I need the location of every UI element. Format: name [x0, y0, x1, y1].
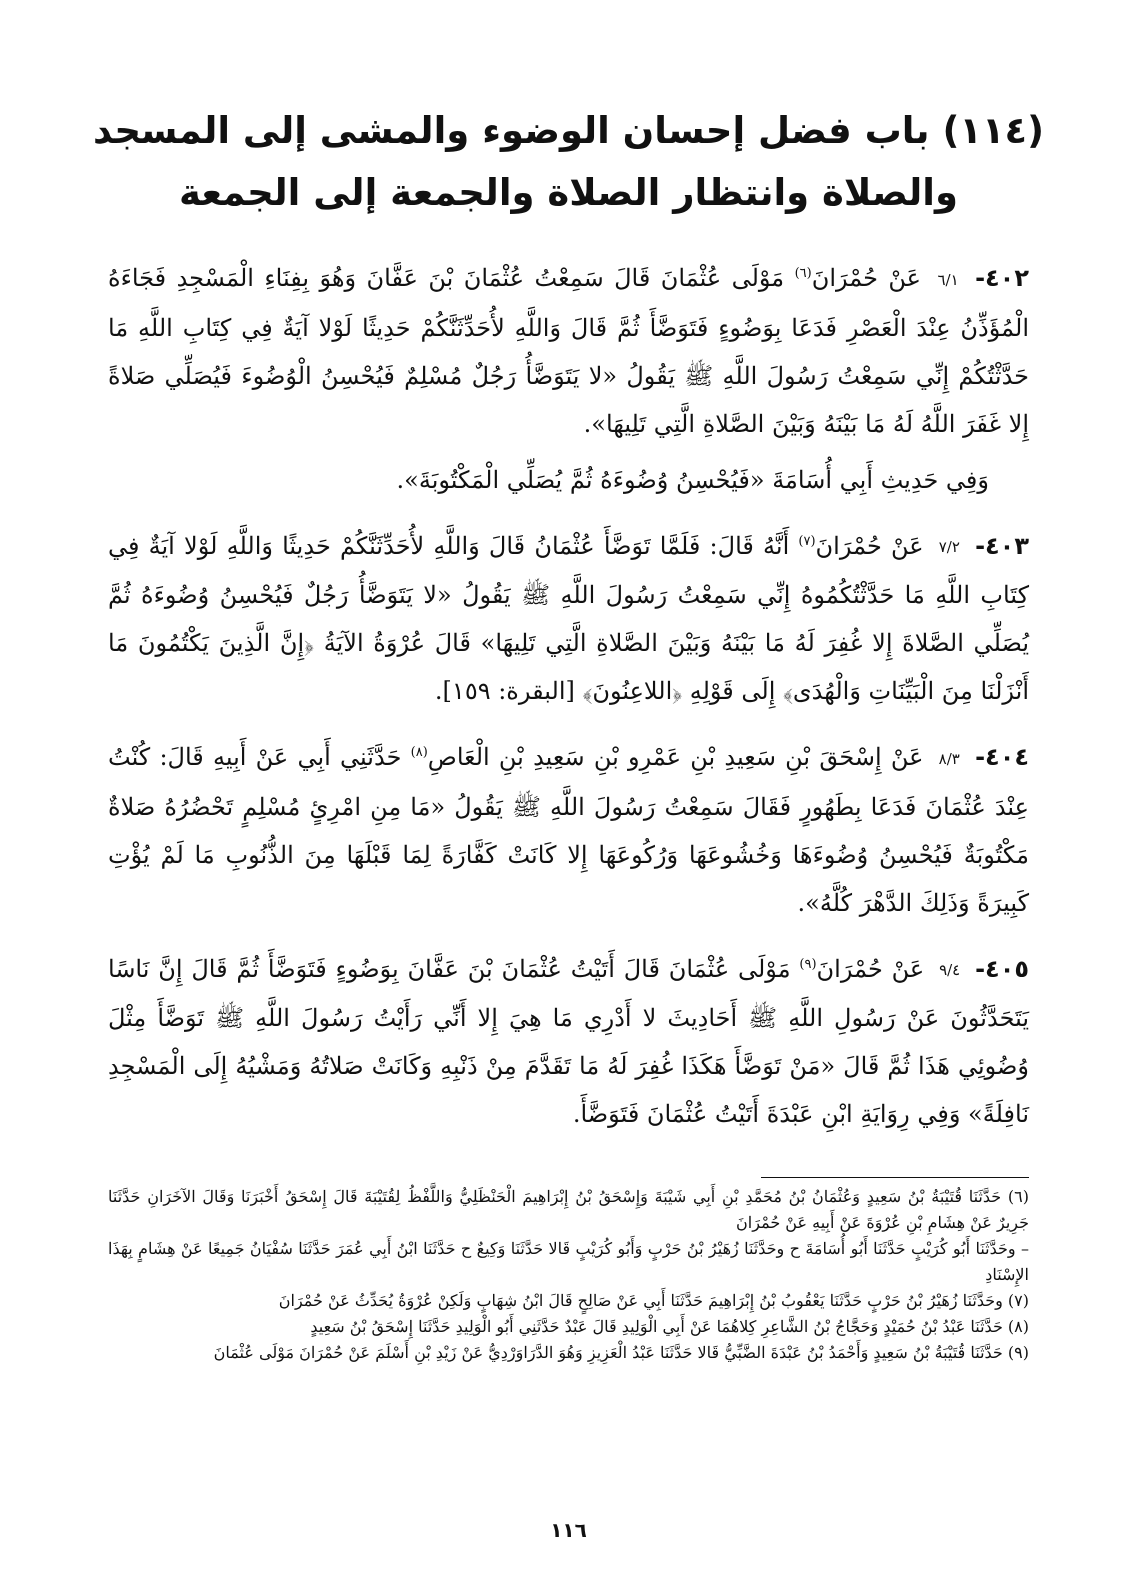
footnote-divider	[761, 1177, 1029, 1178]
footnote-ref: (٦)	[794, 266, 812, 281]
hadith-404	[108, 729, 1029, 927]
hadith-fraction: ٨/٣	[938, 749, 960, 768]
hadith-number: ٤٠٣-	[975, 531, 1029, 560]
footnote-ref: (٧)	[798, 533, 816, 549]
footnote-7: (٧) وحَدَّثَنَا زُهَيْرُ بْنُ حَرْبٍ حَدَّثَنَا يَعْقُوبُ بْنُ إِبْرَاهِيمَ حَدَّثَنَا أَبِي عَنْ صَالِحٍ قَالَ ابْنُ شِهَابٍ وَلَكِنْ عُرْوَةُ يُحَدِّثُ عَنْ حُمْرَانَ	[278, 1291, 1029, 1310]
footnote-ref: (٩)	[799, 956, 817, 972]
hadith-number: ٤٠٢-	[975, 264, 1029, 292]
hadith-narrator: عَنْ حُمْرَانَ	[815, 531, 924, 560]
chapter-title-line-2: والصلاة وانتظار الصلاة والجمعة إلى الجمعة	[178, 171, 958, 214]
hadith-fraction: ٦/١	[937, 270, 959, 289]
hadith-text: حَدَّثَنِي أَبِي عَنْ أَبِيهِ قَالَ: كُنْتُ عِنْدَ عُثْمَانَ فَدَعَا بِطَهُورٍ فَقَالَ سَمِعْتُ رَسُولَ اللَّهِ ﷺ يَقُولُ «مَا مِنِ امْرِئٍ مُسْلِمٍ تَحْضُرُهُ صَلاةٌ مَكْتُوبَةٌ فَيُحْسِنُ وُضُوءَهَا وَخُشُوعَهَا وَرُكُوعَهَا إِلا كَانَتْ كَفَّارَةً لِمَا قَبْلَهَا مِنَ الذُّنُوبِ مَا لَمْ يُؤْتِ كَبِيرَةً وَذَلِكَ الدَّهْرَ كُلَّهُ».	[108, 743, 1030, 917]
footnotes	[108, 1184, 1029, 1366]
hadith-number: ٤٠٥-	[975, 954, 1029, 983]
hadith-text: مَوْلَى عُثْمَانَ قَالَ أَتَيْتُ عُثْمَانَ بْنَ عَفَّانَ بِوَضُوءٍ فَتَوَضَّأَ ثُمَّ قَالَ إِنَّ نَاسًا يَتَحَدَّثُونَ عَنْ رَسُولِ اللَّهِ ﷺ أَحَادِيثَ لا أَدْرِي مَا هِيَ إِلا أَنِّي رَأَيْتُ رَسُولَ اللَّهِ ﷺ تَوَضَّأَ مِثْلَ وُضُوئِي هَذَا ثُمَّ قَالَ «مَنْ تَوَضَّأَ هَكَذَا غُفِرَ لَهُ مَا تَقَدَّمَ مِنْ ذَنْبِهِ وَكَانَتْ صَلاتُهُ وَمَشْيُهُ إِلَى الْمَسْجِدِ نَافِلَةً» وَفِي رِوَايَةِ ابْنِ عَبْدَةَ أَتَيْتُ عُثْمَانَ فَتَوَضَّأَ.	[108, 954, 1029, 1128]
hadith-narrator: عَنْ حُمْرَانَ	[816, 954, 925, 983]
hadith-fraction: ٩/٤	[939, 961, 961, 979]
hadith-402-note: وَفِي حَدِيثِ أَبِي أُسَامَةَ «فَيُحْسِنُ وُضُوءَهُ ثُمَّ يُصَلِّي الْمَكْتُوبَةَ».	[396, 465, 989, 494]
hadith-body	[108, 250, 1029, 1152]
footnote-9: (٩) حَدَّثَنَا قُتَيْبَةُ بْنُ سَعِيدٍ وَأَحْمَدُ بْنُ عَبْدَةَ الضَّبِّيُّ قَالا حَدَّثَنَا عَبْدُ الْعَزِيزِ وَهُوَ الدَّرَاوَرْدِيُّ عَنْ زَيْدِ بْنِ أَسْلَمَ عَنْ حُمْرَانَ مَوْلَى عُثْمَانَ	[213, 1343, 1029, 1362]
footnote-6: (٦) حَدَّثَنَا قُتَيْبَةُ بْنُ سَعِيدٍ وَعُثْمَانُ بْنُ مُحَمَّدِ بْنِ أَبِي شَيْبَةَ وَإِسْحَقُ بْنُ إِبْرَاهِيمَ الْحَنْظَلِيُّ وَاللَّفْظُ لِقُتَيْبَةَ قَالَ إِسْحَقُ أَخْبَرَنَا وَقَالَ الآخَرَانِ حَدَّثَنَا جَرِيرٌ عَنْ هِشَامِ بْنِ عُرْوَةَ عَنْ أَبِيهِ عَنْ حُمْرَانَ	[108, 1187, 1029, 1232]
hadith-narrator: عَنْ إِسْحَقَ بْنِ سَعِيدِ بْنِ عَمْرِو بْنِ سَعِيدِ بْنِ الْعَاصِ	[427, 743, 924, 771]
hadith-narrator: عَنْ حُمْرَانَ	[811, 264, 922, 292]
hadith-fraction: ٧/٢	[938, 538, 960, 556]
footnote-6-continued: – وحَدَّثَنَا أَبُو كُرَيْبٍ حَدَّثَنَا أَبُو أُسَامَةَ ح وحَدَّثَنَا زُهَيْرُ بْنُ حَرْبٍ وَأَبُو كُرَيْبٍ قَالا حَدَّثَنَا وَكِيعٌ ح حَدَّثَنَا ابْنُ أَبِي عُمَرَ حَدَّثَنَا سُفْيَانُ جَمِيعًا عَنْ هِشَامٍ بِهَذَا الإِسْنَادِ	[108, 1239, 1029, 1284]
footnote-ref: (٨)	[410, 745, 428, 760]
hadith-text: مَوْلَى عُثْمَانَ قَالَ سَمِعْتُ عُثْمَانَ بْنَ عَفَّانَ وَهُوَ بِفِنَاءِ الْمَسْجِدِ فَجَاءَهُ الْمُؤَذِّنُ عِنْدَ الْعَصْرِ فَدَعَا بِوَضُوءٍ فَتَوَضَّأَ ثُمَّ قَالَ وَاللَّهِ لأُحَدِّثَنَّكُمْ حَدِيثًا لَوْلا آيَةٌ فِي كِتَابِ اللَّهِ مَا حَدَّثْتُكُمْ إِنِّي سَمِعْتُ رَسُولَ اللَّهِ ﷺ يَقُولُ «لا يَتَوَضَّأُ رَجُلٌ مُسْلِمٌ فَيُحْسِنُ الْوُضُوءَ فَيُصَلِّي صَلاةً إِلا غَفَرَ اللَّهُ لَهُ مَا بَيْنَهُ وَبَيْنَ الصَّلاةِ الَّتِي تَلِيهَا».	[108, 264, 1029, 438]
page-number: ١١٦	[550, 1518, 587, 1542]
hadith-number: ٤٠٤-	[975, 743, 1029, 771]
footnote-8: (٨) حَدَّثَنَا عَبْدُ بْنُ حُمَيْدٍ وَحَجَّاجُ بْنُ الشَّاعِرِ كِلاهُمَا عَنْ أَبِي الْوَلِيدِ قَالَ عَبْدٌ حَدَّثَنِي أَبُو الْوَلِيدِ حَدَّثَنَا إِسْحَقُ بْنُ سَعِيدٍ	[310, 1317, 1029, 1336]
hadith-402	[108, 250, 1029, 448]
hadith-text: أَنَّهُ قَالَ: فَلَمَّا تَوَضَّأَ عُثْمَانُ قَالَ وَاللَّهِ لأُحَدِّثَنَّكُمْ حَدِيثًا وَاللَّهِ لَوْلا آيَةٌ فِي كِتَابِ اللَّهِ مَا حَدَّثْتُكُمُوهُ إِنِّي سَمِعْتُ رَسُولَ اللَّهِ ﷺ يَقُولُ «لا يَتَوَضَّأُ رَجُلٌ فَيُحْسِنُ وُضُوءَهُ ثُمَّ يُصَلِّي الصَّلاةَ إِلا غُفِرَ لَهُ مَا بَيْنَهُ وَبَيْنَ الصَّلاةِ الَّتِي تَلِيهَا» قَالَ عُرْوَةُ الآيَةُ ﴿إِنَّ الَّذِينَ يَكْتُمُونَ مَا أَنْزَلْنَا مِنَ الْبَيِّنَاتِ وَالْهُدَى﴾ إِلَى قَوْلِهِ ﴿اللاعِنُونَ﴾ [البقرة: ١٥٩].	[108, 531, 1029, 705]
hadith-403	[108, 518, 1029, 716]
chapter-title-line-1: (١١٤) باب فضل إحسان الوضوء والمشى إلى المسجد	[92, 109, 1045, 152]
chapter-title	[80, 100, 1057, 224]
hadith-405	[108, 941, 1029, 1139]
